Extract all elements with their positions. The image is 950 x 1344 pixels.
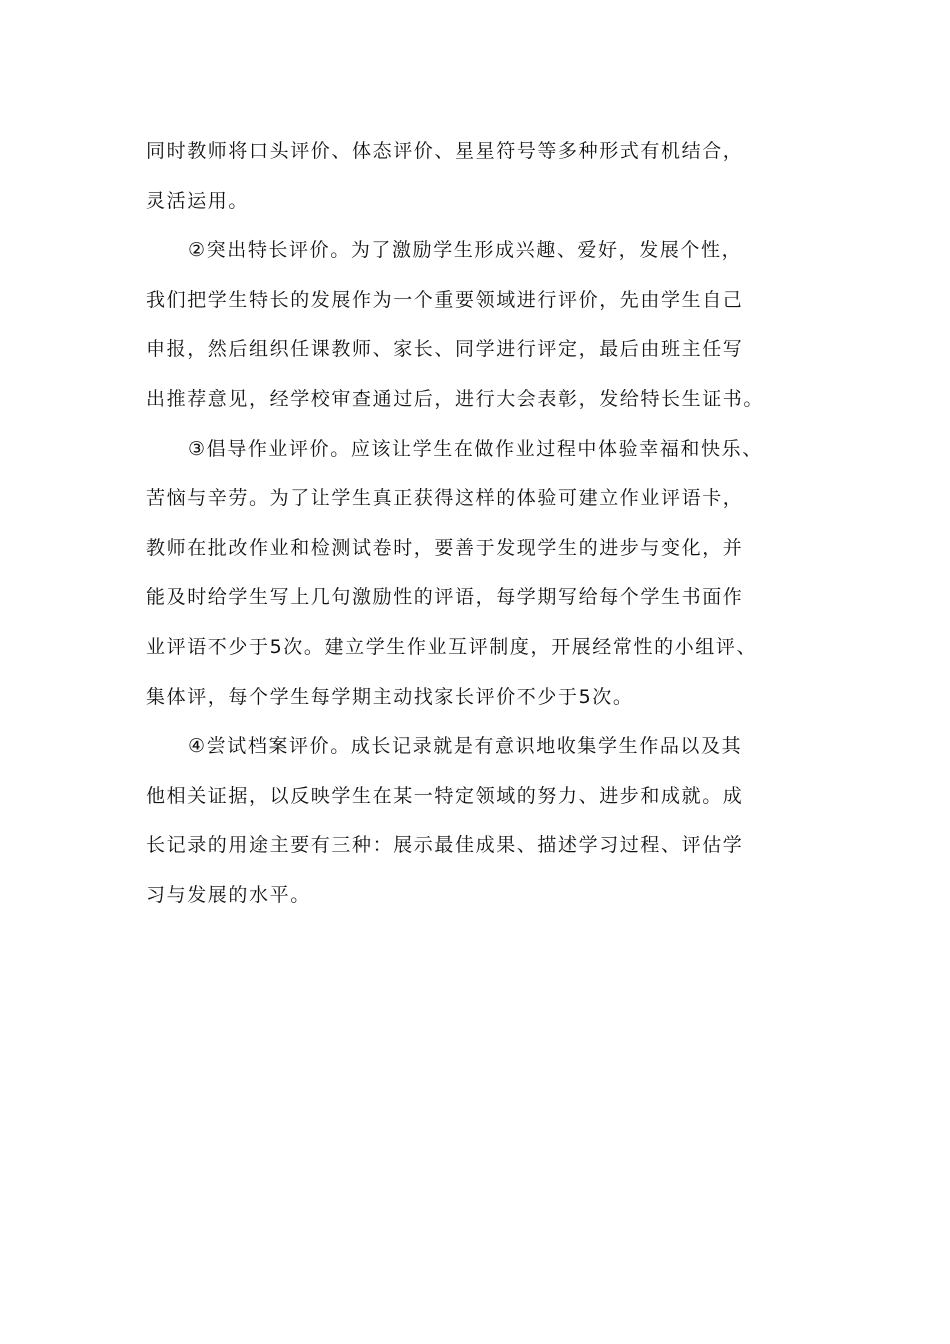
paragraph-start-line: ②突出特长评价。为了激励学生形成兴趣、爱好，发展个性， [188, 239, 743, 262]
text-line: 灵活运用。 [146, 189, 250, 212]
text-line: 集体评，每个学生每学期主动找家长评价不少于5次。 [146, 685, 634, 708]
text-line: 出推荐意见，经学校审查通过后，进行大会表彰，发给特长生证书。 [146, 387, 765, 410]
text-line: 同时教师将口头评价、体态评价、星星符号等多种形式有机结合， [146, 140, 744, 162]
text-line: 习与发展的水平。 [146, 883, 311, 906]
text-line: 长记录的用途主要有三种：展示最佳成果、描述学习过程、评估学 [146, 834, 744, 857]
text-line: 业评语不少于5次。建立学生作业互评制度，开展经常性的小组评、 [146, 635, 758, 658]
paragraph-start-line: ③倡导作业评价。应该让学生在做作业过程中体验幸福和快乐、 [188, 437, 763, 460]
document-body [146, 134, 816, 928]
paragraph-start-line: ④尝试档案评价。成长记录就是有意识地收集学生作品以及其 [188, 735, 743, 758]
text-line: 申报，然后组织任课教师、家长、同学进行评定，最后由班主任写 [146, 338, 744, 361]
text-line: 苦恼与辛劳。为了让学生真正获得这样的体验可建立作业评语卡， [146, 487, 744, 510]
text-line: 能及时给学生写上几句激励性的评语，每学期写给每个学生书面作 [146, 586, 744, 609]
text-line: 他相关证据，以反映学生在某一特定领域的努力、进步和成就。成 [146, 784, 744, 807]
text-line: 教师在批改作业和检测试卷时，要善于发现学生的进步与变化，并 [146, 536, 744, 559]
text-line: 我们把学生特长的发展作为一个重要领域进行评价，先由学生自己 [146, 288, 744, 311]
